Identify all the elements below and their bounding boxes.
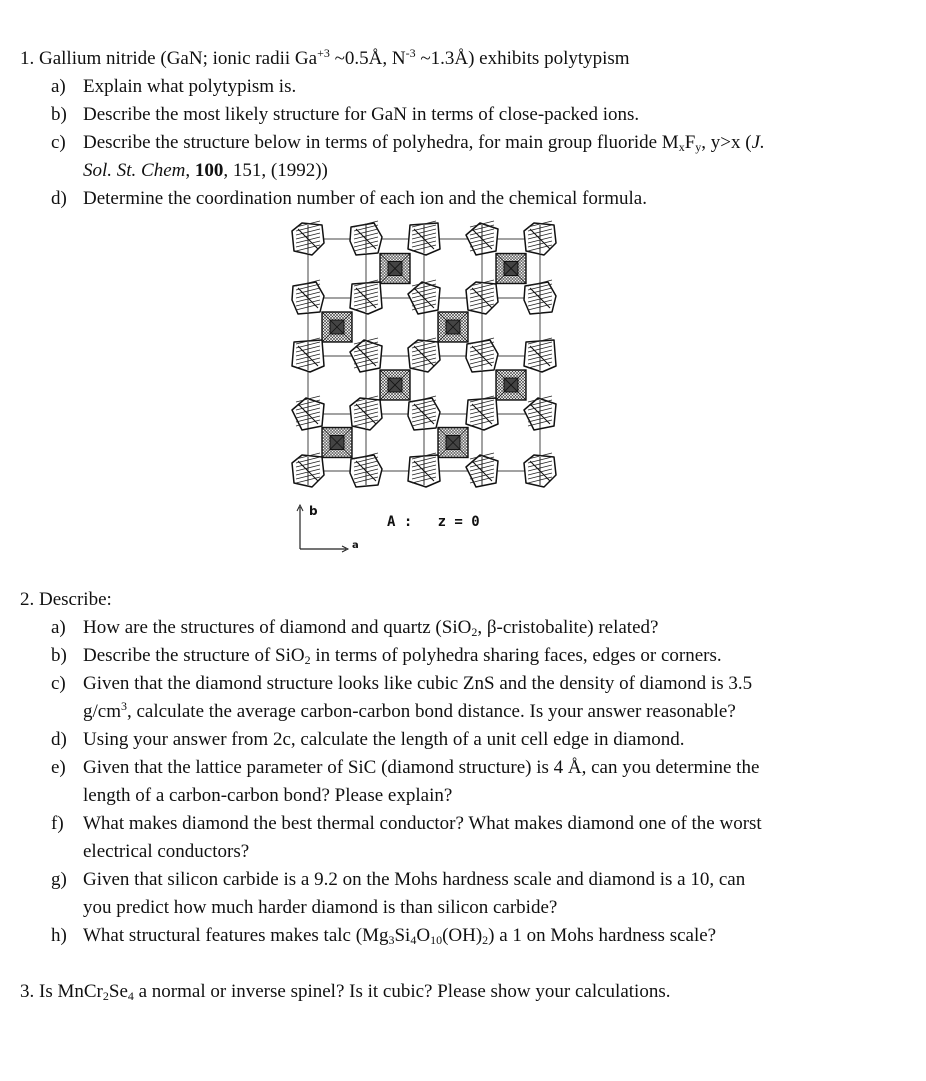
crystal-structure-figure [282, 217, 582, 557]
q2b-sub: 2 [304, 653, 311, 667]
q1-stem [20, 48, 630, 70]
q3-text [20, 981, 670, 1003]
q2e-line2: length of a carbon-carbon bond? Please explain? [83, 785, 453, 806]
q2a-sub: 2 [471, 625, 478, 639]
q2f-label: f) [51, 813, 64, 834]
q1-number: 1. [20, 48, 35, 69]
axis-indicator [297, 504, 359, 552]
q2c-label: c) [51, 673, 66, 694]
q2h-sub3: 10 [430, 933, 443, 947]
q1c-journal-b: Sol. St. Chem [83, 160, 186, 181]
polyhedron [408, 280, 440, 314]
q2c-line1: Given that the diamond structure looks like cubic ZnS and the density of diamond is 3.5 [83, 673, 753, 694]
figure-caption: A : z = 0 [387, 514, 480, 530]
q1-text-b: ~0.5Å, N [329, 48, 406, 69]
polyhedron [524, 338, 556, 372]
q3-text-a: Is MnCr [39, 981, 103, 1002]
q2e-label: e) [51, 757, 66, 778]
octahedron [322, 428, 352, 458]
q2h-sub1: 3 [388, 933, 395, 947]
octahedron [496, 254, 526, 284]
q2g-label: g) [51, 869, 67, 890]
polyhedron [350, 221, 382, 255]
q1c-label: c) [51, 132, 66, 153]
q1c-sep: , [185, 160, 195, 181]
polyhedron [292, 221, 324, 255]
q2b-text [83, 645, 722, 667]
q1c-volume: 100 [194, 160, 224, 181]
polyhedron [466, 453, 498, 487]
polyhedron [292, 396, 324, 430]
q1c-text-a: Describe the structure below in terms of polyhedra, for main group fluoride M [83, 132, 679, 153]
q1-text-c: ~1.3Å) exhibits polytypism [415, 48, 630, 69]
q2c-line2 [83, 701, 736, 723]
q1a-label: a) [51, 76, 66, 97]
q1b-text: Describe the most likely structure for GaN in terms of close-packed ions. [83, 104, 640, 125]
polyhedron [292, 280, 324, 314]
octahedron [438, 428, 468, 458]
q2h-t3: O [416, 925, 431, 946]
polyhedron [292, 453, 324, 487]
q2c-text-c: , calculate the average carbon-carbon bond distance. Is your answer reasonable? [127, 701, 736, 722]
polyhedron [408, 396, 440, 430]
q2-title: Describe: [39, 589, 112, 610]
q2a-label: a) [51, 617, 66, 638]
q2c-text-b: g/cm [83, 701, 121, 722]
q2h-text-a: What structural features makes talc (Mg [83, 925, 389, 946]
q2f-line1: What makes diamond the best thermal conductor? What makes diamond one of the worst [83, 813, 762, 834]
q2b-text-a: Describe the structure of SiO [83, 645, 305, 666]
polyhedron [292, 338, 324, 372]
q2h-sub4: 2 [482, 933, 489, 947]
q1-sup-a: +3 [317, 46, 330, 60]
q2h-t4: (OH) [442, 925, 483, 946]
q2f-line2: electrical conductors? [83, 841, 250, 862]
q1c-text-b: F [684, 132, 696, 153]
q2e-line1: Given that the lattice parameter of SiC (diamond structure) is 4 Å, can you determine the [83, 757, 760, 778]
q3-sub2: 4 [127, 989, 134, 1003]
polyhedron [524, 221, 556, 255]
q1c-rest: , 151, (1992)) [223, 160, 328, 181]
polyhedron [524, 453, 556, 487]
q1b-label: b) [51, 104, 67, 125]
octahedron [438, 312, 468, 342]
polyhedron [524, 280, 556, 314]
octahedron [380, 370, 410, 400]
q2b-text-b: in terms of polyhedra sharing faces, edges or corners. [310, 645, 722, 666]
q2h-t2: Si [394, 925, 411, 946]
polyhedron [524, 396, 556, 430]
polyhedron [408, 221, 440, 255]
q2-number: 2. [20, 589, 35, 610]
polyhedron [350, 396, 382, 430]
q2h-label: h) [51, 925, 67, 946]
q2h-text [83, 925, 716, 947]
q2h-text-b: ) a 1 on Mohs hardness scale? [488, 925, 717, 946]
q2d-text: Using your answer from 2c, calculate the length of a unit cell edge in diamond. [83, 729, 685, 750]
polyhedron [466, 221, 498, 255]
q1c-line1 [83, 132, 765, 154]
q2h-sub2: 4 [410, 933, 417, 947]
polyhedron [408, 453, 440, 487]
q1-text-a: Gallium nitride (GaN; ionic radii Ga [39, 48, 318, 69]
polyhedron [466, 338, 498, 372]
polyhedron [350, 280, 382, 314]
q2a-text [83, 617, 658, 639]
q1-sup-b: -3 [405, 46, 416, 60]
polyhedron [466, 280, 498, 314]
q2b-label: b) [51, 645, 67, 666]
q3-number: 3. [20, 981, 35, 1002]
q1d-label: d) [51, 188, 67, 209]
polyhedron [466, 396, 498, 430]
q3-t2: Se [108, 981, 128, 1002]
q1c-sub-x: x [678, 140, 685, 154]
q1c-line2 [83, 160, 328, 182]
q2a-text-a: How are the structures of diamond and quartz (SiO [83, 617, 472, 638]
q1d-text: Determine the coordination number of each ion and the chemical formula. [83, 188, 647, 209]
octahedron [322, 312, 352, 342]
q3-sub1: 2 [102, 989, 109, 1003]
octahedron [496, 370, 526, 400]
axis-a-label: a [352, 540, 359, 551]
q1a-text: Explain what polytypism is. [83, 76, 297, 97]
q2d-label: d) [51, 729, 67, 750]
octahedron [380, 254, 410, 284]
q1c-journal-a: J. [751, 132, 765, 153]
q2-stem [20, 589, 112, 611]
polyhedron [350, 453, 382, 487]
axis-b-label: b [309, 504, 318, 518]
q2a-text-b: , β-cristobalite) related? [477, 617, 659, 638]
q2g-line2: you predict how much harder diamond is than silicon carbide? [83, 897, 558, 918]
q2c-sup: 3 [121, 699, 127, 713]
q2g-line1: Given that silicon carbide is a 9.2 on the Mohs hardness scale and diamond is a 10, can [83, 869, 746, 890]
q1c-sub-y: y [695, 140, 702, 154]
q3-text-b: a normal or inverse spinel? Is it cubic? Please show your calculations. [133, 981, 671, 1002]
q1c-text-c: , y>x ( [701, 132, 752, 153]
polyhedron [350, 338, 382, 372]
polyhedron [408, 338, 440, 372]
